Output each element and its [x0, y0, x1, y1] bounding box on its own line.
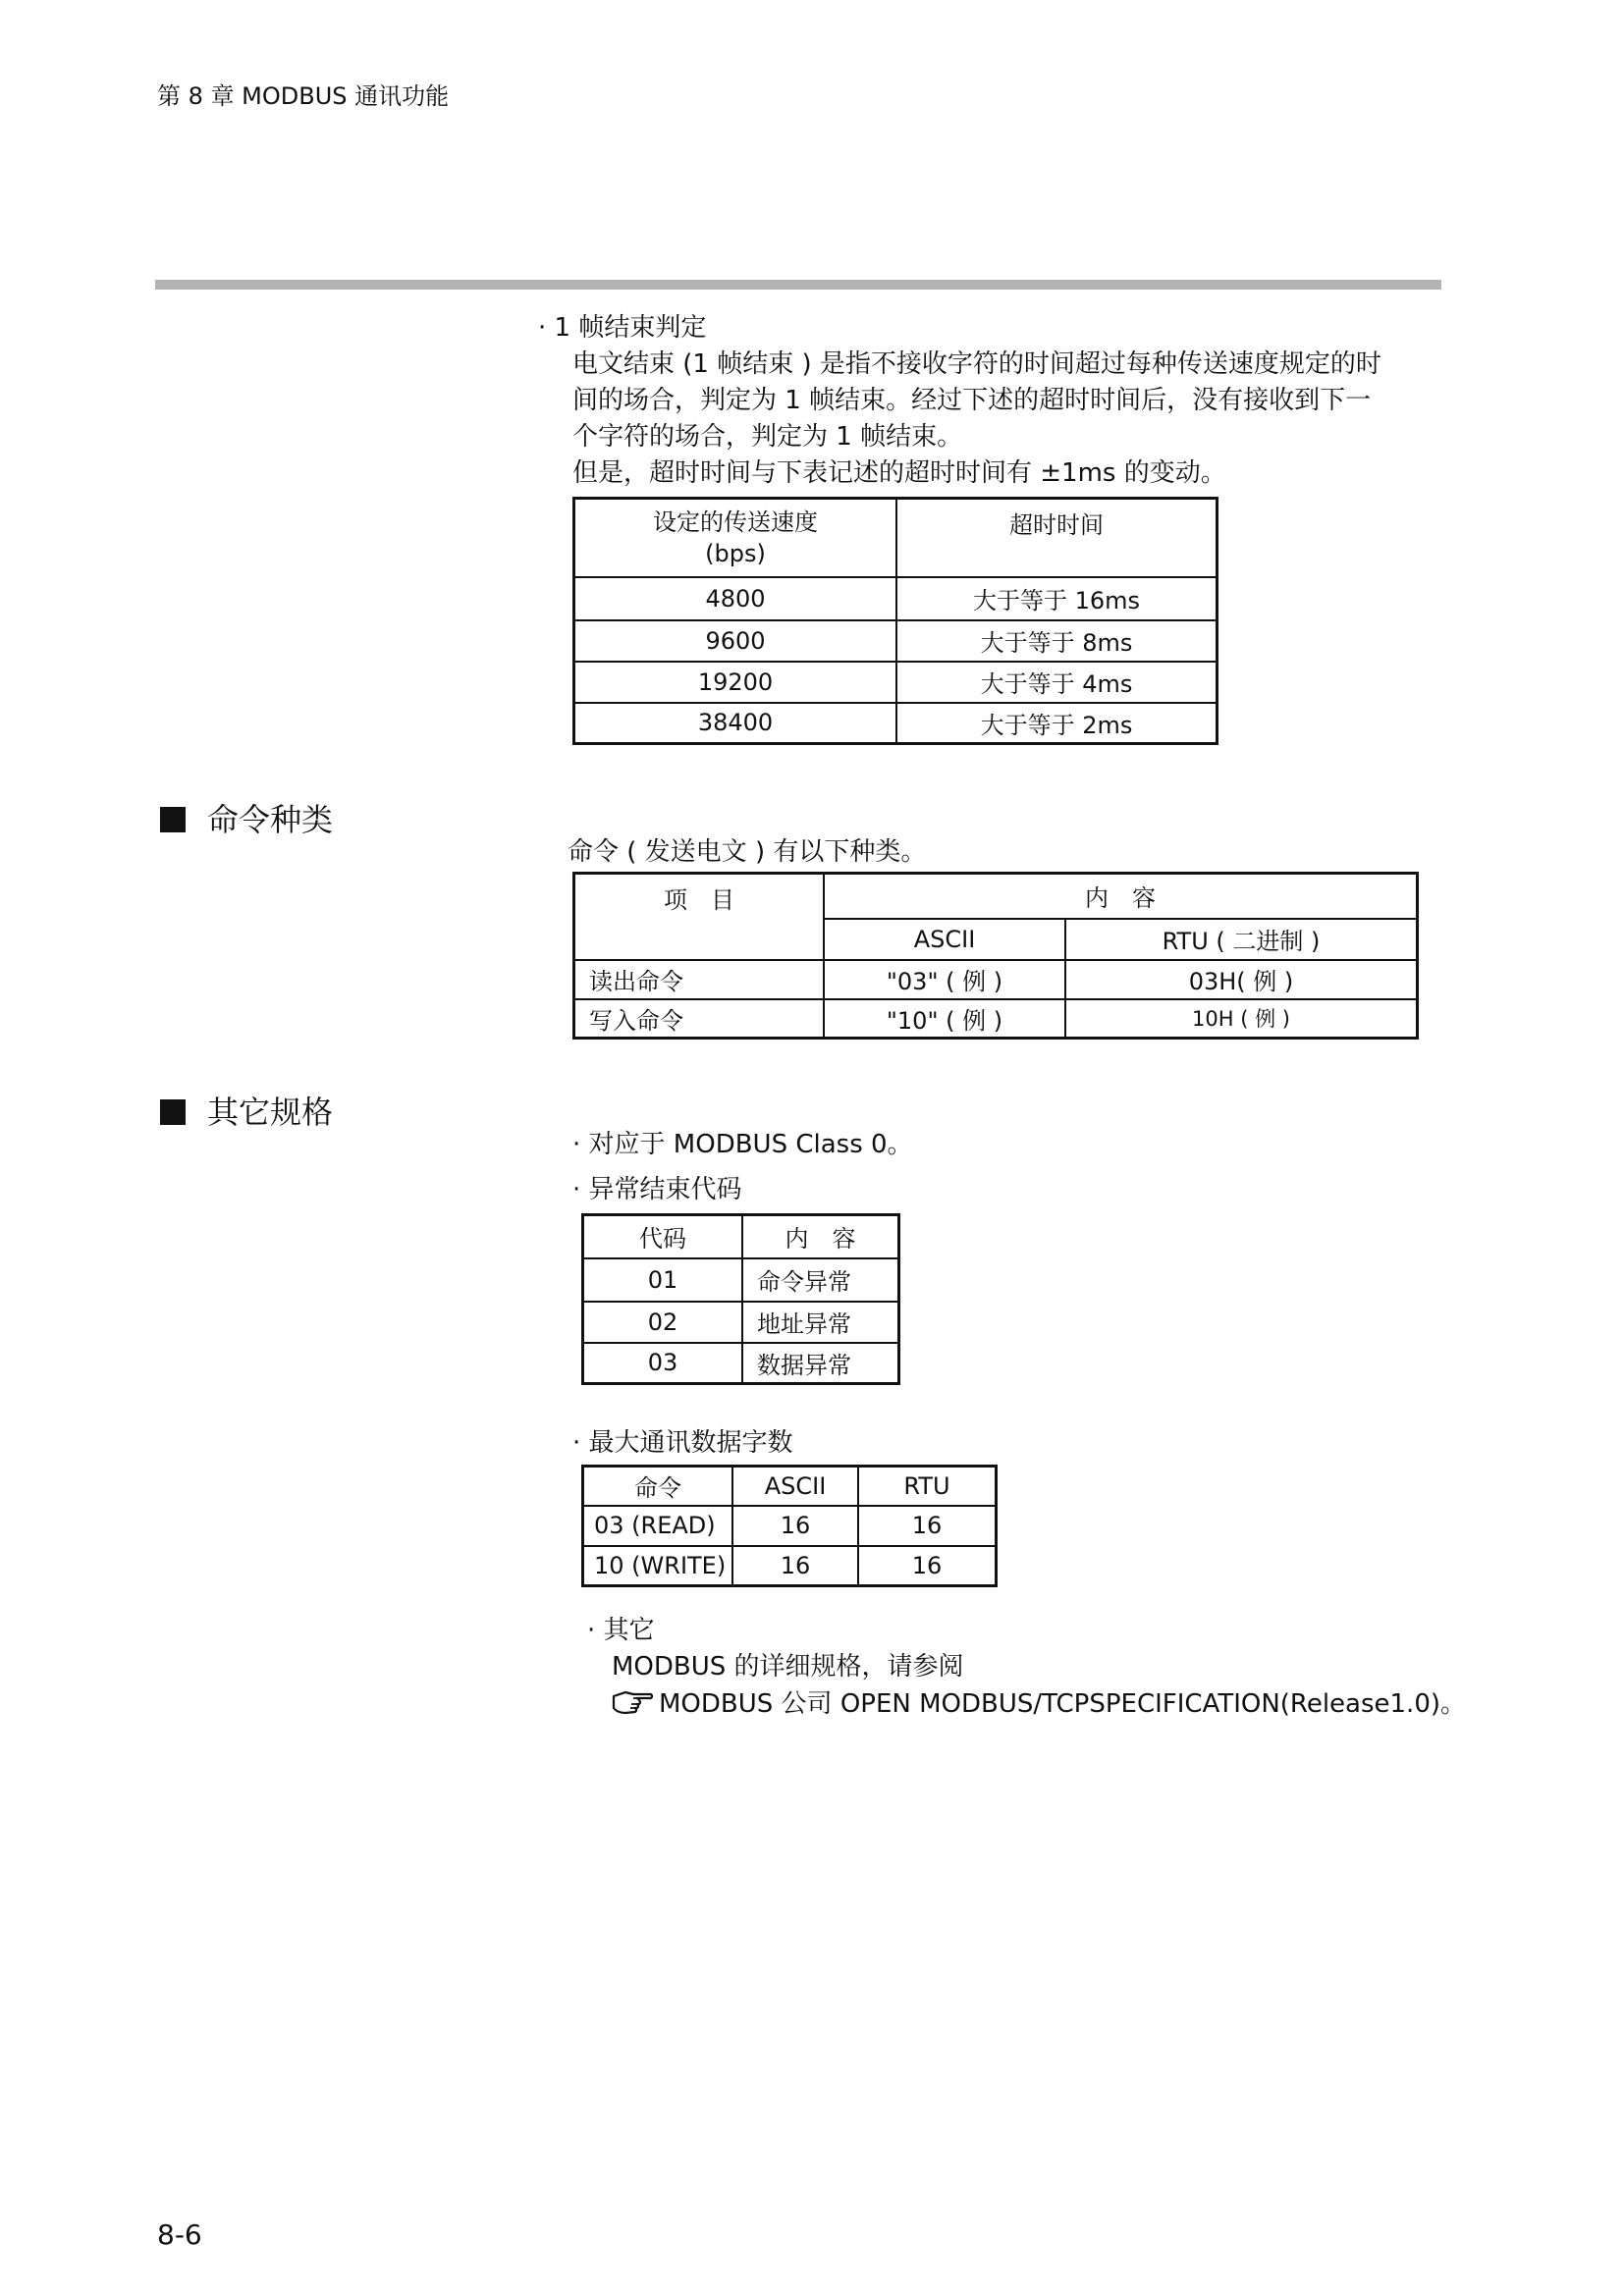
max-rtu-header: RTU	[858, 1467, 997, 1506]
table-row	[574, 999, 1418, 1039]
pointing-hand-icon	[612, 1688, 653, 1727]
max-ascii-header: ASCII	[732, 1467, 858, 1506]
cmd-header: 命令	[583, 1467, 733, 1506]
rtu-cell: 10H ( 例 )	[1065, 999, 1418, 1039]
commands-table	[572, 872, 1419, 1040]
timeout-cell: 大于等于 8ms	[896, 620, 1218, 662]
table-row	[583, 1546, 997, 1586]
cmd-cell: 03 (READ)	[583, 1506, 733, 1546]
commands-title-text: 命令种类	[207, 801, 334, 838]
ascii-cell: "10" ( 例 )	[824, 999, 1065, 1039]
max-title: · 最大通讯数据字数	[572, 1428, 793, 1458]
content-header: 内 容	[824, 874, 1418, 919]
reference-line	[612, 1686, 1466, 1727]
table-row	[583, 1506, 997, 1546]
timeout-cell: 大于等于 16ms	[896, 577, 1218, 620]
ascii-cell: "03" ( 例 )	[824, 960, 1065, 999]
max-rtu-cell: 16	[858, 1546, 997, 1586]
frame-end-line-3: 个字符的场合，判定为 1 帧结束。	[572, 422, 963, 452]
table-row	[583, 1302, 899, 1343]
error-title: · 异常结束代码	[572, 1175, 742, 1204]
timeout-cell: 大于等于 4ms	[896, 662, 1218, 703]
speed-header-line1: 设定的传送速度	[653, 507, 818, 536]
max-words-table	[581, 1465, 998, 1587]
table-row	[574, 703, 1218, 744]
code-cell: 01	[583, 1258, 743, 1302]
error-content-cell: 数据异常	[742, 1343, 899, 1384]
error-code-table	[581, 1213, 900, 1385]
speed-cell: 38400	[574, 703, 897, 744]
commands-intro: 命令 ( 发送电文 ) 有以下种类。	[568, 837, 927, 867]
table-row	[583, 1258, 899, 1302]
rtu-cell: 03H( 例 )	[1065, 960, 1418, 999]
timeout-table	[572, 497, 1218, 745]
cmd-cell: 10 (WRITE)	[583, 1546, 733, 1586]
table-row	[574, 960, 1418, 999]
chapter-header: 第 8 章 MODBUS 通讯功能	[157, 82, 450, 110]
code-cell: 02	[583, 1302, 743, 1343]
item-header: 项 目	[574, 874, 825, 960]
ascii-header: ASCII	[824, 919, 1065, 960]
table-row	[574, 620, 1218, 662]
error-content-cell: 地址异常	[742, 1302, 899, 1343]
header-rule	[155, 280, 1441, 290]
table-row	[574, 662, 1218, 703]
timeout-header: 超时时间	[896, 499, 1218, 577]
frame-end-bullet: · 1 帧结束判定	[538, 313, 707, 343]
code-cell: 03	[583, 1343, 743, 1384]
command-name-cell: 写入命令	[574, 999, 825, 1039]
misc-title: · 其它	[587, 1616, 655, 1645]
other-title-text: 其它规格	[207, 1094, 334, 1131]
page-number: 8-6	[157, 2218, 202, 2251]
command-name-cell: 读出命令	[574, 960, 825, 999]
timeout-cell: 大于等于 2ms	[896, 703, 1218, 744]
other-section-title	[160, 1088, 333, 1133]
commands-section-title	[160, 795, 333, 840]
section-square-icon	[160, 807, 186, 832]
speed-cell: 19200	[574, 662, 897, 703]
section-square-icon	[160, 1099, 186, 1125]
frame-end-line-4: 但是，超时时间与下表记述的超时时间有 ±1ms 的变动。	[572, 458, 1226, 488]
frame-end-line-2: 间的场合，判定为 1 帧结束。经过下述的超时时间后，没有接收到下一	[572, 386, 1372, 415]
table-row	[574, 577, 1218, 620]
frame-end-line-1: 电文结束 (1 帧结束 ) 是指不接收字符的时间超过每种传送速度规定的时	[572, 349, 1381, 379]
code-header: 代码	[583, 1215, 743, 1258]
reference-text: MODBUS 公司 OPEN MODBUS/TCPSPECIFICATION(Release1.0)。	[659, 1689, 1467, 1719]
class-line: · 对应于 MODBUS Class 0。	[572, 1130, 913, 1159]
misc-line: MODBUS 的详细规格，请参阅	[612, 1652, 964, 1682]
max-ascii-cell: 16	[732, 1546, 858, 1586]
rtu-header: RTU ( 二进制 )	[1065, 919, 1418, 960]
error-content-header: 内 容	[742, 1215, 899, 1258]
speed-header	[574, 499, 897, 577]
speed-header-line2: (bps)	[705, 539, 766, 567]
table-row	[583, 1343, 899, 1384]
speed-cell: 4800	[574, 577, 897, 620]
max-ascii-cell: 16	[732, 1506, 858, 1546]
error-content-cell: 命令异常	[742, 1258, 899, 1302]
max-rtu-cell: 16	[858, 1506, 997, 1546]
speed-cell: 9600	[574, 620, 897, 662]
